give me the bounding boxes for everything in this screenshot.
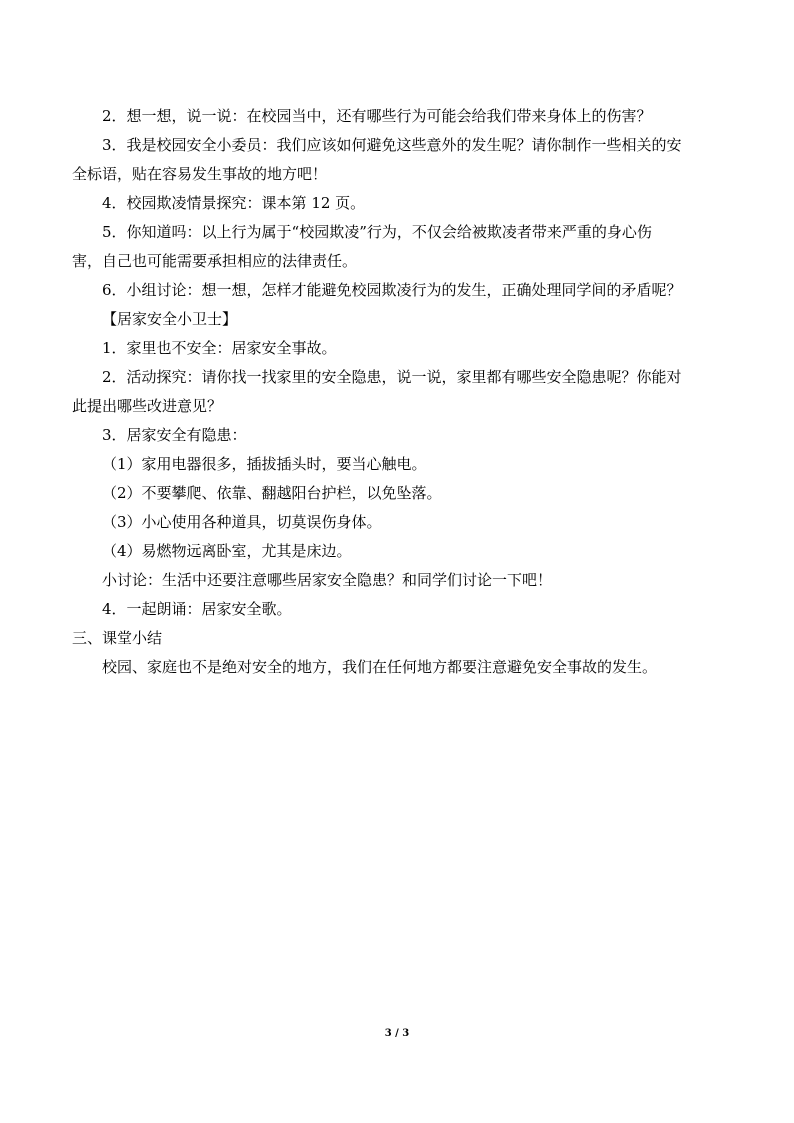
text-line: 6．小组讨论：想一想，怎样才能避免校园欺凌行为的发生，正确处理同学间的矛盾呢？ bbox=[102, 281, 682, 299]
text-line: （1）家用电器很多，插拔插头时，要当心触电。 bbox=[102, 455, 427, 473]
text-line: 1．家里也不安全：居家安全事故。 bbox=[102, 339, 337, 357]
text-line: 2．活动探究：请你找一找家里的安全隐患，说一说，家里都有哪些安全隐患呢？你能对 bbox=[102, 368, 682, 386]
text-line: 3．居家安全有隐患： bbox=[102, 426, 247, 444]
text-line: 4．校园欺凌情景探究：课本第 12 页。 bbox=[102, 194, 366, 212]
text-line: （4）易燃物远离卧室，尤其是床边。 bbox=[102, 542, 352, 560]
text-line: 此提出哪些改进意见？ bbox=[72, 397, 223, 415]
text-line: 4．一起朗诵：居家安全歌。 bbox=[102, 600, 292, 618]
text-line: 害，自己也可能需要承担相应的法律责任。 bbox=[72, 252, 358, 270]
text-line: （3）小心使用各种道具，切莫误伤身体。 bbox=[102, 513, 382, 531]
text-line: 校园、家庭也不是绝对安全的地方，我们在任何地方都要注意避免安全事故的发生。 bbox=[102, 658, 658, 676]
text-line: 三、课堂小结 bbox=[72, 629, 163, 647]
text-line: （2）不要攀爬、依靠、翻越阳台护栏，以免坠落。 bbox=[102, 484, 442, 502]
text-line: 【居家安全小卫士】 bbox=[102, 310, 238, 328]
text-line: 5．你知道吗：以上行为属于“校园欺凌”行为，不仅会给被欺凌者带来严重的身心伤 bbox=[102, 223, 652, 241]
text-line: 全标语，贴在容易发生事故的地方吧！ bbox=[72, 165, 328, 183]
text-line: 2．想一想，说一说：在校园当中，还有哪些行为可能会给我们带来身体上的伤害？ bbox=[102, 107, 652, 125]
page-number: 3 / 3 bbox=[384, 1028, 410, 1039]
text-line: 3．我是校园安全小委员：我们应该如何避免这些意外的发生呢？请你制作一些相关的安 bbox=[102, 136, 682, 154]
text-line: 小讨论：生活中还要注意哪些居家安全隐患？和同学们讨论一下吧！ bbox=[102, 571, 553, 589]
document-body bbox=[72, 102, 722, 682]
